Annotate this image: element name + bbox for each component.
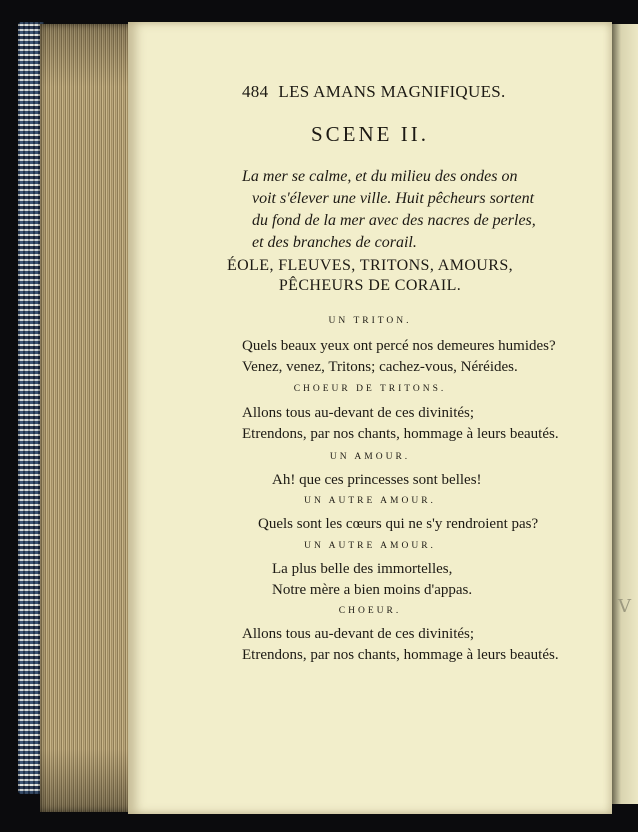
verse-line: Notre mère a bien moins d'appas.: [272, 582, 473, 598]
stage-direction-line: du fond de la mer avec des nacres de perles,: [252, 212, 536, 229]
running-header: [242, 82, 542, 102]
speaker-label: UN AMOUR.: [329, 452, 411, 462]
verse-line: Venez, venez, Tritons; cachez-vous, Néréides.: [242, 359, 518, 375]
speaker-label: CHOEUR.: [338, 606, 402, 616]
stage-direction-line: et des branches de corail.: [252, 234, 417, 251]
facing-page-edge: [612, 24, 638, 804]
cast-list: [130, 256, 610, 296]
verse-line: Quels beaux yeux ont percé nos demeures humides?: [242, 338, 556, 354]
page-edges: [40, 24, 136, 812]
verse-line: Etrendons, par nos chants, hommage à leurs beautés.: [242, 426, 559, 442]
cast-line: ÉOLE, FLEUVES, TRITONS, AMOURS,: [226, 257, 514, 274]
verse-line: Allons tous au-devant de ces divinités;: [242, 405, 475, 421]
running-title: LES AMANS MAGNIFIQUES.: [278, 82, 506, 101]
facing-page-glyph: V: [618, 596, 631, 617]
speaker-label: UN AUTRE AMOUR.: [304, 541, 436, 551]
verse-line: Etrendons, par nos chants, hommage à leurs beautés.: [242, 647, 559, 663]
stage-direction-line: La mer se calme, et du milieu des ondes on: [242, 168, 518, 185]
cast-line: PÊCHEURS DE CORAIL.: [278, 277, 462, 294]
verse-line: La plus belle des immortelles,: [272, 561, 453, 577]
page-number: 484: [242, 82, 269, 101]
speaker-label: UN TRITON.: [328, 316, 412, 326]
speaker-label: UN AUTRE AMOUR.: [304, 496, 436, 506]
scene-title: SCENE II.: [311, 122, 429, 146]
stage-direction: [240, 166, 580, 254]
verse-line: Ah! que ces princesses sont belles!: [272, 472, 482, 488]
speaker-label: CHOEUR DE TRITONS.: [293, 384, 447, 394]
stage-direction-line: voit s'élever une ville. Huit pêcheurs sortent: [252, 190, 535, 207]
verse-line: Allons tous au-devant de ces divinités;: [242, 626, 475, 642]
verse-line: Quels sont les cœurs qui ne s'y rendroient pas?: [258, 516, 539, 532]
